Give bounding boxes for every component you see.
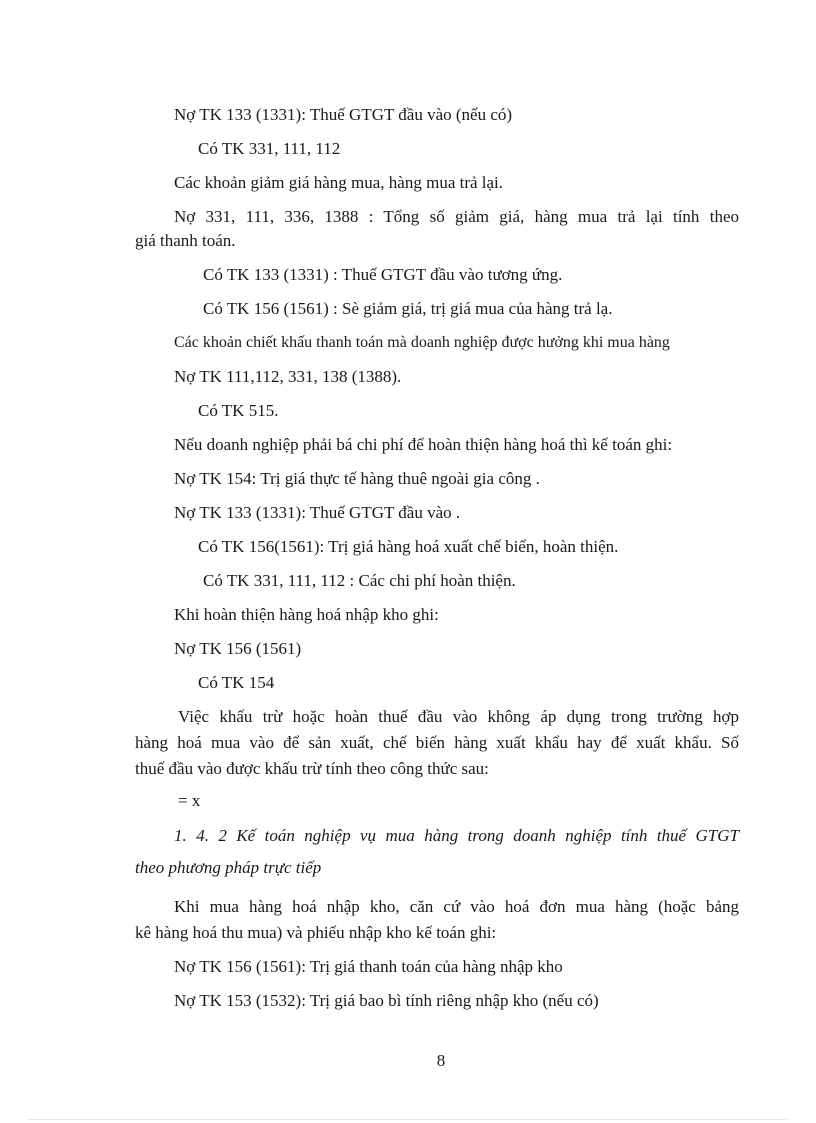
section-heading: theo phương pháp trực tiếp (135, 858, 322, 877)
text-line: Các khoản giảm giá hàng mua, hàng mua trả lại. (174, 173, 504, 192)
text-line: hàng hoá mua vào để sản xuất, chế biến hàng xuất khẩu hay để xuất khẩu. Số (135, 733, 739, 752)
text-line: giá thanh toán. (135, 231, 236, 250)
text-line: Có TK 515. (198, 401, 279, 420)
text-line: Nợ TK 154: Trị giá thực tế hàng thuê ngoài gia công . (174, 469, 540, 488)
text-line: Nếu doanh nghiệp phải bá chi phí để hoàn thiện hàng hoá thì kế toán ghi: (174, 435, 673, 454)
footer-divider (28, 1119, 788, 1120)
text-line: thuế đầu vào được khấu trừ tính theo công thức sau: (135, 759, 489, 778)
text-line: Các khoản chiết khấu thanh toán mà doanh nghiệp được hưởng khi mua hàng (174, 334, 670, 351)
text-line: Nợ TK 111,112, 331, 138 (1388). (174, 367, 402, 386)
text-line: Khi hoàn thiện hàng hoá nhập kho ghi: (174, 605, 439, 624)
text-line: Nợ 331, 111, 336, 1388 : Tổng số giảm giá, hàng mua trả lại tính theo (174, 207, 739, 226)
text-line: Nợ TK 133 (1331): Thuế GTGT đầu vào (nếu có) (174, 105, 513, 124)
section-heading: 1. 4. 2 Kế toán nghiệp vụ mua hàng trong doanh nghiệp tính thuế GTGT (174, 826, 739, 845)
text-line: Có TK 331, 111, 112 : Các chi phí hoàn thiện. (203, 571, 516, 590)
text-line: Có TK 156(1561): Trị giá hàng hoá xuất chế biến, hoàn thiện. (198, 537, 619, 556)
text-line: Có TK 156 (1561) : Sè giảm giá, trị giá mua của hàng trả lạ. (203, 299, 613, 318)
text-line: Có TK 331, 111, 112 (198, 139, 341, 158)
text-line: Việc khấu trừ hoặc hoàn thuế đầu vào không áp dụng trong trường hợp (178, 707, 739, 726)
formula-line: = x (178, 791, 201, 810)
text-line: Nợ TK 156 (1561): Trị giá thanh toán của hàng nhập kho (174, 957, 563, 976)
text-line: Nợ TK 153 (1532): Trị giá bao bì tính riêng nhập kho (nếu có) (174, 991, 599, 1010)
text-line: Có TK 133 (1331) : Thuế GTGT đầu vào tương ứng. (203, 265, 563, 284)
text-line: Nợ TK 156 (1561) (174, 639, 302, 658)
text-line: Có TK 154 (198, 673, 275, 692)
text-line: Khi mua hàng hoá nhập kho, căn cứ vào hoá đơn mua hàng (hoặc bảng (174, 897, 739, 916)
text-line: kê hàng hoá thu mua) và phiếu nhập kho kế toán ghi: (135, 923, 497, 942)
text-line: Nợ TK 133 (1331): Thuế GTGT đầu vào . (174, 503, 461, 522)
page-number: 8 (436, 1051, 446, 1070)
